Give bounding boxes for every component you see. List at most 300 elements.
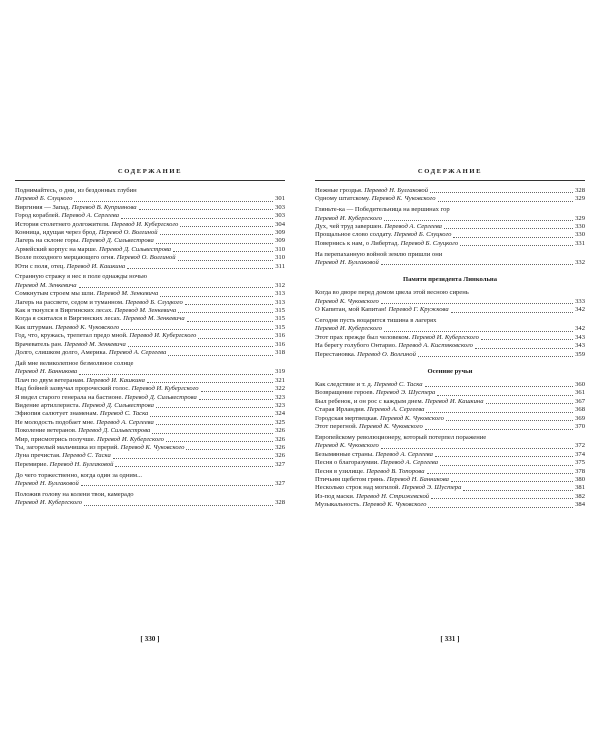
section-heading: Осенние ручьи bbox=[427, 368, 473, 376]
toc-entry bbox=[15, 237, 285, 245]
translator-credit: Перевод В. Куприянова bbox=[71, 203, 137, 211]
dot-leader bbox=[438, 201, 574, 202]
dot-leader bbox=[481, 339, 573, 340]
poem-title: Европейскому революционеру, который потерпел поражение bbox=[315, 433, 487, 441]
entry-text bbox=[15, 444, 184, 452]
page-ref: 327 bbox=[275, 460, 285, 468]
toc-entry bbox=[315, 195, 585, 203]
entry-text bbox=[15, 221, 178, 229]
poem-title: На перепаханную войной землю пришли они bbox=[315, 250, 443, 258]
entry-text bbox=[15, 324, 119, 332]
translator-credit: Перевод Д. Сильвестрова bbox=[78, 427, 151, 435]
entry-text bbox=[15, 282, 77, 290]
page-ref: 370 bbox=[575, 423, 585, 431]
poem-title: Как я ткнулся в Виргинских лесах. bbox=[15, 307, 113, 315]
page-ref: 303 bbox=[275, 212, 285, 220]
page-ref: 342 bbox=[575, 325, 585, 333]
page-ref: 323 bbox=[275, 401, 285, 409]
dot-leader bbox=[160, 234, 274, 235]
poem-title: Когда я скитался в Виргинских лесах. bbox=[15, 315, 122, 323]
poem-title: Конница, идущая через брод. bbox=[15, 229, 98, 237]
entry-text bbox=[15, 368, 77, 376]
page-ref: 384 bbox=[575, 501, 585, 509]
entry-line bbox=[315, 195, 585, 203]
dot-leader bbox=[431, 498, 573, 499]
translator-credit: Перевод М. Зенкевича bbox=[15, 281, 77, 289]
translator-credit: Перевод К. Чуковского bbox=[362, 501, 427, 509]
dot-leader bbox=[121, 329, 273, 330]
translator-credit: Перевод Э. Шустера bbox=[401, 484, 462, 492]
toc-entry bbox=[15, 324, 285, 332]
translator-credit: Перевод А. Сергеева bbox=[367, 406, 425, 414]
page-ref: 310 bbox=[275, 245, 285, 253]
dot-leader bbox=[84, 505, 273, 506]
translator-credit: Перевод Н. Булгаковой bbox=[49, 460, 114, 468]
entry-line bbox=[315, 406, 585, 414]
dot-leader bbox=[113, 458, 273, 459]
translator-credit: Перевод Н. Банникова bbox=[386, 475, 449, 483]
translator-credit: Перевод М. Зенкевича bbox=[123, 315, 185, 323]
toc-entry bbox=[15, 204, 285, 212]
dot-leader bbox=[384, 220, 573, 221]
entry-line bbox=[15, 419, 285, 427]
page-ref: 381 bbox=[575, 484, 585, 492]
translator-credit: Перевод К. Чуковского bbox=[120, 443, 185, 451]
page-ref: 329 bbox=[575, 214, 585, 222]
page-ref: 309 bbox=[275, 229, 285, 237]
translator-credit: Перевод Н. Стрижевской bbox=[356, 492, 430, 500]
toc-entry bbox=[15, 229, 285, 237]
entry-line bbox=[315, 423, 585, 431]
page-ref: 311 bbox=[275, 262, 285, 270]
poem-title: Поколение ветеранов. bbox=[15, 427, 77, 435]
toc-entry bbox=[15, 461, 285, 469]
page-ref: 315 bbox=[275, 315, 285, 323]
page-title: СОДЕРЖАНИЕ bbox=[117, 168, 183, 175]
translator-credit: Перевод О. Волгиной bbox=[357, 350, 416, 358]
page-ref: 301 bbox=[275, 195, 285, 203]
toc-entry bbox=[315, 187, 585, 195]
translator-credit: Перевод А. Кистяковского bbox=[398, 342, 473, 350]
entry-first-line bbox=[15, 360, 285, 368]
right-page bbox=[300, 0, 600, 750]
poem-title: Луна пречистая. bbox=[15, 452, 61, 460]
poem-title: Городская мертвецкая. bbox=[315, 414, 379, 422]
dot-leader bbox=[156, 424, 273, 425]
dot-leader bbox=[451, 312, 573, 313]
toc-entry bbox=[315, 381, 585, 389]
poem-title: Песня о благоразумии. bbox=[315, 459, 379, 467]
entry-line bbox=[15, 461, 285, 469]
dot-leader bbox=[426, 412, 573, 413]
entry-text bbox=[15, 195, 72, 203]
toc-entry bbox=[15, 444, 285, 452]
entry-first-line bbox=[315, 289, 585, 297]
entry-text bbox=[315, 187, 428, 195]
page-ref: 326 bbox=[275, 427, 285, 435]
entry-line bbox=[315, 442, 585, 450]
entry-line bbox=[15, 204, 285, 212]
entry-first-line bbox=[15, 273, 285, 281]
toc-entry bbox=[315, 389, 585, 397]
dot-leader bbox=[178, 260, 274, 261]
poem-title: Перестановка. bbox=[315, 350, 356, 358]
page-ref: 313 bbox=[275, 290, 285, 298]
page-ref: 333 bbox=[575, 297, 585, 305]
page-ref: 361 bbox=[575, 389, 585, 397]
poem-title: Из-под маски. bbox=[315, 492, 355, 500]
page-ref: 375 bbox=[575, 459, 585, 467]
page-ref: 372 bbox=[575, 442, 585, 450]
toc-entry bbox=[315, 334, 585, 342]
entry-text bbox=[315, 476, 449, 484]
page-ref: 328 bbox=[275, 499, 285, 507]
dot-leader bbox=[156, 407, 273, 408]
dot-leader bbox=[435, 456, 573, 457]
toc-entry bbox=[15, 377, 285, 385]
entry-text bbox=[15, 461, 113, 469]
page-ref: 323 bbox=[275, 393, 285, 401]
dot-leader bbox=[475, 348, 573, 349]
entry-first-line bbox=[15, 187, 285, 195]
translator-credit: Перевод И. Кубергского bbox=[129, 332, 197, 340]
page-ref: 367 bbox=[575, 397, 585, 405]
entry-line bbox=[315, 187, 585, 195]
toc-entry bbox=[15, 254, 285, 262]
poem-title: Старая Ирландия. bbox=[315, 406, 366, 414]
poem-title: Эфиопия салютует знаменам. bbox=[15, 410, 99, 418]
entry-line bbox=[15, 237, 285, 245]
translator-credit: Перевод М. Зенкевича bbox=[96, 290, 159, 298]
entry-line bbox=[315, 334, 585, 342]
toc-entry bbox=[315, 317, 585, 334]
toc-entry bbox=[315, 468, 585, 476]
dot-leader bbox=[128, 346, 273, 347]
dot-leader bbox=[381, 264, 573, 265]
dot-leader bbox=[186, 449, 273, 450]
toc-entry bbox=[315, 501, 585, 509]
translator-credit: Перевод В. Топорова bbox=[366, 467, 425, 475]
poem-title: Перемирие. bbox=[15, 460, 49, 468]
poem-title: Год, что, кружась, трепетал предо мной. bbox=[15, 332, 128, 340]
poem-title: О Капитан, мой Капитан! bbox=[315, 306, 387, 314]
poem-title: Музыкальность. bbox=[315, 501, 361, 509]
poem-title: Дух, чей труд завершен. bbox=[315, 223, 383, 231]
poem-title: Возвращение героев. bbox=[315, 389, 375, 397]
poem-title: Армейский корпус на марше. bbox=[15, 245, 98, 253]
page-ref: 329 bbox=[575, 195, 585, 203]
toc-entry bbox=[315, 493, 585, 501]
dot-leader bbox=[178, 312, 273, 313]
translator-credit: Перевод И. Кашкина bbox=[66, 262, 126, 270]
toc-entry bbox=[15, 307, 285, 315]
section-heading: Памяти президента Линкольна bbox=[402, 276, 498, 284]
toc-entry bbox=[315, 342, 585, 350]
poem-title: Странную стражу я нес в поле однажды ночью bbox=[15, 273, 148, 281]
entry-line bbox=[315, 389, 585, 397]
entry-line bbox=[315, 468, 585, 476]
entry-line bbox=[15, 444, 285, 452]
poem-title: Безымянные страны. bbox=[315, 450, 374, 458]
toc-entry bbox=[315, 206, 585, 223]
poem-title: Возле походного мерцающего огня. bbox=[15, 254, 116, 262]
toc-list-right-top bbox=[315, 187, 585, 267]
entry-text bbox=[15, 204, 137, 212]
page-ref: 312 bbox=[275, 281, 285, 289]
entry-line bbox=[15, 480, 285, 488]
poem-title: Прощальное слово солдату. bbox=[315, 231, 393, 239]
dot-leader bbox=[180, 226, 273, 227]
entry-text bbox=[315, 415, 444, 423]
entry-text bbox=[315, 223, 442, 231]
translator-credit: Перевод Б. Слуцкого bbox=[400, 239, 459, 247]
poem-title: История столетнего долгожителя. bbox=[15, 220, 110, 228]
entry-line bbox=[15, 195, 285, 203]
entry-text bbox=[315, 325, 382, 333]
entry-line bbox=[315, 298, 585, 306]
poem-title: Птичьим щебетом грянь. bbox=[315, 475, 386, 483]
entry-line bbox=[15, 385, 285, 393]
poem-title: Врачеватель ран. bbox=[15, 340, 63, 348]
toc-entry bbox=[315, 251, 585, 268]
translator-credit: Перевод И. Кубергского bbox=[131, 385, 199, 393]
translator-credit: Перевод К. Чуковского bbox=[371, 195, 436, 203]
dot-leader bbox=[166, 441, 273, 442]
toc-entry bbox=[15, 402, 285, 410]
poem-title: Видение артиллериста. bbox=[15, 401, 81, 409]
page-ref: 326 bbox=[275, 443, 285, 451]
entry-text bbox=[315, 215, 382, 223]
page-ref: 326 bbox=[275, 452, 285, 460]
page-number: [ 331 ] bbox=[440, 635, 460, 643]
dot-leader bbox=[79, 287, 274, 288]
page-ref: 382 bbox=[575, 492, 585, 500]
translator-credit: Перевод Г. Кружкова bbox=[388, 306, 449, 314]
entry-line bbox=[15, 254, 285, 262]
translator-credit: Перевод И. Кашкина bbox=[424, 397, 484, 405]
entry-text bbox=[315, 451, 433, 459]
dot-leader bbox=[453, 237, 573, 238]
dot-leader bbox=[173, 251, 273, 252]
page-ref: 380 bbox=[575, 475, 585, 483]
entry-text bbox=[315, 389, 435, 397]
translator-credit: Перевод Б. Слуцкого bbox=[15, 195, 73, 203]
translator-credit: Перевод Д. Сильвестрова bbox=[81, 237, 154, 245]
entry-text bbox=[15, 427, 150, 435]
toc-left bbox=[15, 168, 285, 508]
entry-text bbox=[315, 351, 416, 359]
translator-credit: Перевод К. Чуковского bbox=[315, 297, 379, 305]
entry-line bbox=[15, 436, 285, 444]
toc-list-section-lincoln bbox=[315, 289, 585, 359]
dot-leader bbox=[451, 481, 573, 482]
entry-line bbox=[15, 246, 285, 254]
dot-leader bbox=[168, 355, 273, 356]
entry-text bbox=[315, 195, 436, 203]
dot-leader bbox=[418, 356, 573, 357]
entry-text bbox=[15, 212, 119, 220]
page-ref: 310 bbox=[275, 254, 285, 262]
entry-line bbox=[15, 212, 285, 220]
translator-credit: Перевод К. Чуковского bbox=[55, 323, 120, 331]
page-ref: 325 bbox=[275, 418, 285, 426]
poem-title: Одному штатскому. bbox=[315, 195, 371, 203]
dot-leader bbox=[427, 473, 574, 474]
dot-leader bbox=[150, 416, 273, 417]
entry-text bbox=[15, 299, 183, 307]
dot-leader bbox=[381, 303, 573, 304]
toc-entry bbox=[15, 212, 285, 220]
toc-entry bbox=[15, 385, 285, 393]
toc-entry bbox=[315, 484, 585, 492]
entry-line bbox=[315, 306, 585, 314]
entry-text bbox=[15, 307, 176, 315]
toc-entry bbox=[15, 349, 285, 357]
entry-text bbox=[315, 334, 479, 342]
entry-line bbox=[15, 315, 285, 323]
entry-text bbox=[315, 231, 451, 239]
poem-title: Дай мне великолепное безмолвное солнце bbox=[15, 359, 134, 367]
toc-entry bbox=[15, 299, 285, 307]
entry-line bbox=[15, 341, 285, 349]
entry-text bbox=[315, 240, 458, 248]
entry-text bbox=[15, 229, 158, 237]
translator-credit: Перевод М. Зенкевича bbox=[114, 307, 177, 315]
entry-text bbox=[15, 480, 79, 488]
poem-title: Как штурман. bbox=[15, 323, 54, 331]
dot-leader bbox=[201, 391, 274, 392]
dot-leader bbox=[486, 403, 574, 404]
toc-entry bbox=[315, 451, 585, 459]
entry-line bbox=[15, 229, 285, 237]
entry-line bbox=[315, 325, 585, 333]
page-ref: 332 bbox=[575, 259, 585, 267]
translator-credit: Перевод Н. Банникова bbox=[15, 368, 78, 376]
toc-entry bbox=[315, 423, 585, 431]
entry-line bbox=[15, 324, 285, 332]
entry-first-line bbox=[315, 317, 585, 325]
translator-credit: Перевод А. Сергеева bbox=[108, 349, 167, 357]
toc-entry bbox=[15, 273, 285, 290]
entry-text bbox=[15, 436, 164, 444]
toc-entry bbox=[315, 240, 585, 248]
page-ref: 328 bbox=[575, 187, 585, 194]
entry-text bbox=[315, 501, 426, 509]
dot-leader bbox=[185, 304, 273, 305]
page-ref: 374 bbox=[575, 450, 585, 458]
dot-leader bbox=[446, 420, 573, 421]
entry-text bbox=[15, 349, 166, 357]
entry-line bbox=[15, 427, 285, 435]
poem-title: Нежные гроздья. bbox=[315, 187, 363, 194]
toc-entry bbox=[15, 315, 285, 323]
poem-title: Когда во дворе перед домом цвела этой весною сирень bbox=[315, 289, 469, 297]
dot-leader bbox=[160, 296, 273, 297]
toc-entry bbox=[15, 410, 285, 418]
poem-title: Мир, присмотрись получше. bbox=[15, 435, 96, 443]
toc-entry bbox=[315, 434, 585, 451]
entry-line bbox=[15, 377, 285, 385]
poem-title: Сегодня пусть воцарится тишина в лагерях bbox=[315, 317, 437, 325]
dot-leader bbox=[444, 228, 573, 229]
poem-title: Лагерь на склоне горы. bbox=[15, 237, 81, 245]
page-ref: 331 bbox=[575, 239, 585, 247]
poem-title: Повернись к нам, о Либертад. bbox=[315, 239, 400, 247]
entry-text bbox=[315, 381, 423, 389]
toc-entry bbox=[15, 290, 285, 298]
dot-leader bbox=[199, 399, 273, 400]
dot-leader bbox=[156, 243, 273, 244]
translator-credit: Перевод Б. Слуцкого bbox=[394, 231, 452, 239]
toc-entry bbox=[315, 398, 585, 406]
page-ref: 330 bbox=[575, 231, 585, 239]
page-number: [ 330 ] bbox=[140, 635, 160, 643]
poem-title: Песня в узилище. bbox=[315, 467, 365, 475]
translator-credit: Перевод Д. Сильвестрова bbox=[99, 245, 172, 253]
toc-entry bbox=[15, 221, 285, 229]
page-ref: 324 bbox=[275, 410, 285, 418]
poem-title: Этот перегной. bbox=[315, 423, 358, 431]
toc-entry bbox=[15, 472, 285, 489]
entry-line bbox=[15, 263, 285, 271]
entry-text bbox=[15, 332, 196, 340]
toc-entry bbox=[315, 415, 585, 423]
translator-credit: Перевод К. Чуковского bbox=[315, 442, 379, 450]
dot-leader bbox=[428, 507, 573, 508]
toc-right bbox=[315, 168, 585, 510]
dot-leader bbox=[381, 448, 573, 449]
entry-text bbox=[315, 493, 429, 501]
entry-text bbox=[15, 452, 111, 460]
dot-leader bbox=[425, 429, 573, 430]
toc-entry bbox=[15, 491, 285, 508]
page-ref: 343 bbox=[575, 342, 585, 350]
translator-credit: Перевод К. Чуковского bbox=[380, 414, 444, 422]
translator-credit: Перевод С. Таска bbox=[99, 410, 149, 418]
translator-credit: Перевод А. Сергеева bbox=[61, 212, 119, 220]
toc-list-left bbox=[15, 187, 285, 508]
entry-text bbox=[15, 290, 158, 298]
entry-text bbox=[315, 298, 379, 306]
entry-line bbox=[315, 231, 585, 239]
page-title: СОДЕРЖАНИЕ bbox=[417, 168, 483, 175]
dot-leader bbox=[115, 466, 273, 467]
translator-credit: Перевод С. Таска bbox=[374, 381, 423, 389]
translator-credit: Перевод И. Кубергского bbox=[111, 220, 179, 228]
entry-text bbox=[315, 398, 484, 406]
entry-text bbox=[315, 484, 461, 492]
page-ref: 316 bbox=[275, 332, 285, 340]
translator-credit: Перевод К. Чуковского bbox=[358, 423, 423, 431]
dot-leader bbox=[430, 192, 573, 193]
translator-credit: Перевод Д. Сильвестрова bbox=[81, 401, 154, 409]
entry-text bbox=[15, 341, 126, 349]
dot-leader bbox=[127, 268, 273, 269]
entry-line bbox=[15, 299, 285, 307]
entry-line bbox=[15, 452, 285, 460]
toc-entry bbox=[315, 351, 585, 359]
translator-credit: Перевод И. Кубергского bbox=[411, 333, 479, 341]
entry-line bbox=[315, 381, 585, 389]
toc-entry bbox=[15, 394, 285, 402]
dot-leader bbox=[147, 382, 273, 383]
translator-credit: Перевод И. Кубергского bbox=[15, 499, 82, 507]
entry-text bbox=[15, 315, 185, 323]
entry-text bbox=[15, 246, 171, 254]
title-rule bbox=[15, 180, 285, 181]
poem-title: Плач по двум ветеранам. bbox=[15, 376, 85, 384]
translator-credit: Перевод О. Волгиной bbox=[98, 229, 158, 237]
